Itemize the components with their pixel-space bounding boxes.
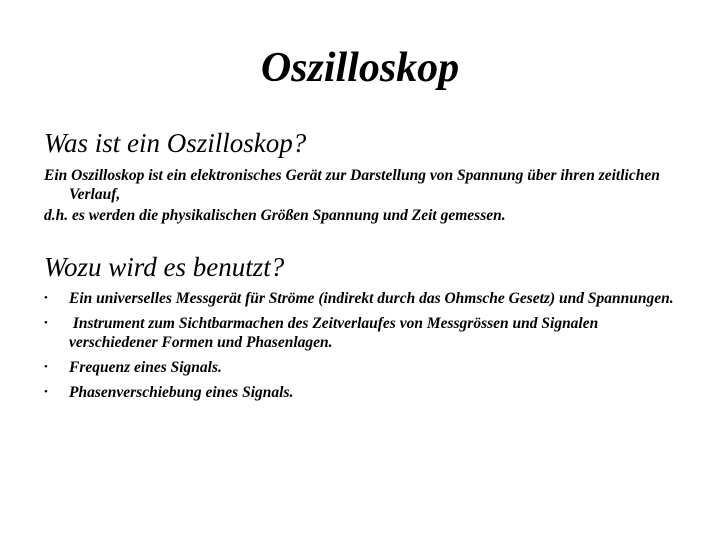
measurement-paragraph: d.h. es werden die physikalischen Größen Spannung und Zeit gemessen.	[44, 207, 506, 224]
list-item	[44, 289, 684, 308]
usage-list	[44, 289, 684, 408]
list-item-text: Ein universelles Messgerät für Ströme (indirekt durch das Ohmsche Gesetz) und Spannungen.	[69, 290, 674, 307]
list-item-text: Frequenz eines Signals.	[69, 359, 222, 376]
bullet-icon: •	[44, 292, 48, 304]
list-item-text: Phasenverschiebung eines Signals.	[69, 384, 294, 401]
definition-paragraph: Ein Oszilloskop ist ein elektronisches Gerät zur Darstellung von Spannung über ihren zeitlichen Verlauf,	[44, 167, 660, 203]
slide-title: Oszilloskop	[260, 45, 460, 91]
bullet-icon: •	[44, 361, 48, 373]
list-item	[44, 358, 684, 377]
section-heading-what: Was ist ein Oszilloskop?	[44, 128, 307, 158]
list-item	[44, 314, 684, 352]
bullet-icon: •	[44, 317, 48, 329]
list-item	[44, 383, 684, 402]
section-heading-usage: Wozu wird es benutzt?	[44, 252, 285, 282]
bullet-icon: •	[44, 386, 48, 398]
list-item-text: Instrument zum Sichtbarmachen des Zeitverlaufes von Messgrössen und Signalen verschiedener Formen und Phasenlagen.	[69, 315, 603, 351]
